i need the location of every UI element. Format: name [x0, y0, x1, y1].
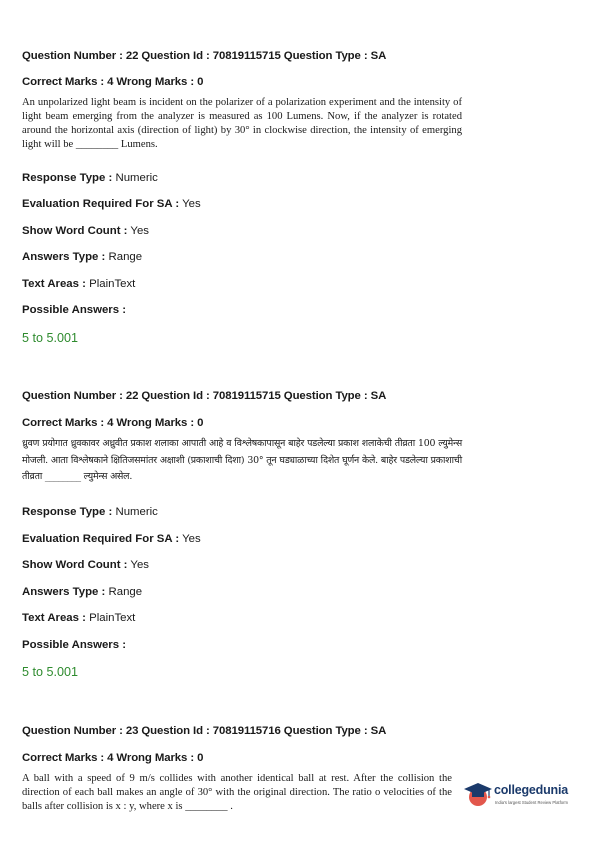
question-text: A ball with a speed of 9 m/s collides with another identical ball at rest. After the collision the direction of each ball makes an angle of 30° with the original direction. The ratio o velocities of the balls after collision is x : y, where x is ________ . [22, 773, 452, 812]
response-type-value: Numeric [112, 506, 158, 518]
text-areas-label: Text Areas : [22, 612, 86, 624]
evaluation-value: Yes [179, 533, 201, 545]
word-count-label: Show Word Count : [22, 559, 128, 571]
question-text: ध्रुवण प्रयोगात ध्रुवकावर अध्रुवीत प्रकाश शलाका आपाती आहे व विश्लेषकापासून बाहेर पडलेल्या प्रकाश शलाकेची तीव्रता 100 ल्युमेन्स मोजली. आता विश्लेषकाने क्षितिजसमांतर अक्षाशी (प्रकाशाची दिशा) 30° तून घड्याळाच्या दिशेत घूर्णन केले. बाहेर पडलेल्या प्रकाशाची तीव्रता ________ ल्युमेन्स असेल. [22, 438, 462, 482]
evaluation-label: Evaluation Required For SA : [22, 198, 180, 210]
evaluation-label: Evaluation Required For SA : [22, 533, 180, 545]
logo-tagline: India's largest Student Review Platform [495, 800, 568, 805]
text-areas-label: Text Areas : [22, 278, 86, 290]
response-type [22, 172, 158, 184]
possible-answer-value: 5 to 5.001 [22, 331, 79, 345]
response-type-label: Response Type : [22, 506, 113, 518]
possible-answers [22, 639, 126, 651]
evaluation-value: Yes [179, 198, 201, 210]
word-count-label: Show Word Count : [22, 225, 128, 237]
answers-type-label: Answers Type : [22, 251, 106, 263]
possible-answers-label: Possible Answers : [22, 639, 127, 651]
possible-answers [22, 304, 126, 316]
logo-name: collegedunia [494, 783, 569, 797]
evaluation-required [22, 198, 201, 210]
response-type-label: Response Type : [22, 172, 113, 184]
evaluation-required [22, 533, 201, 545]
response-type [22, 506, 158, 518]
answers-type [22, 251, 142, 263]
answers-type-label: Answers Type : [22, 586, 106, 598]
question-header: Question Number : 22 Question Id : 70819115715 Question Type : SA [22, 50, 387, 62]
question-marks: Correct Marks : 4 Wrong Marks : 0 [22, 417, 204, 429]
text-areas [22, 612, 135, 624]
word-count-value: Yes [127, 225, 149, 237]
text-areas-value: PlainText [85, 278, 136, 290]
answers-type-value: Range [105, 586, 143, 598]
question-marks: Correct Marks : 4 Wrong Marks : 0 [22, 76, 204, 88]
show-word-count [22, 225, 149, 237]
possible-answers-label: Possible Answers : [22, 304, 127, 316]
question-marks: Correct Marks : 4 Wrong Marks : 0 [22, 752, 204, 764]
question-header: Question Number : 23 Question Id : 70819115716 Question Type : SA [22, 725, 387, 737]
response-type-value: Numeric [112, 172, 158, 184]
answers-type [22, 586, 142, 598]
text-areas [22, 278, 135, 290]
possible-answer-value: 5 to 5.001 [22, 665, 79, 679]
collegedunia-logo [460, 777, 585, 817]
question-text: An unpolarized light beam is incident on the polarizer of a polarization experiment and the intensity of light beam emerging from the analyzer is measured as 100 Lumens. Now, if the analyzer is rotated around the horizontal axis (direction of light) by 30° in clockwise direction, the intensity of emerging light will be ________ Lumens. [22, 97, 462, 150]
answers-type-value: Range [105, 251, 143, 263]
text-areas-value: PlainText [85, 612, 136, 624]
word-count-value: Yes [127, 559, 149, 571]
question-header: Question Number : 22 Question Id : 70819115715 Question Type : SA [22, 390, 387, 402]
show-word-count [22, 559, 149, 571]
graduation-cap-icon [462, 779, 494, 811]
